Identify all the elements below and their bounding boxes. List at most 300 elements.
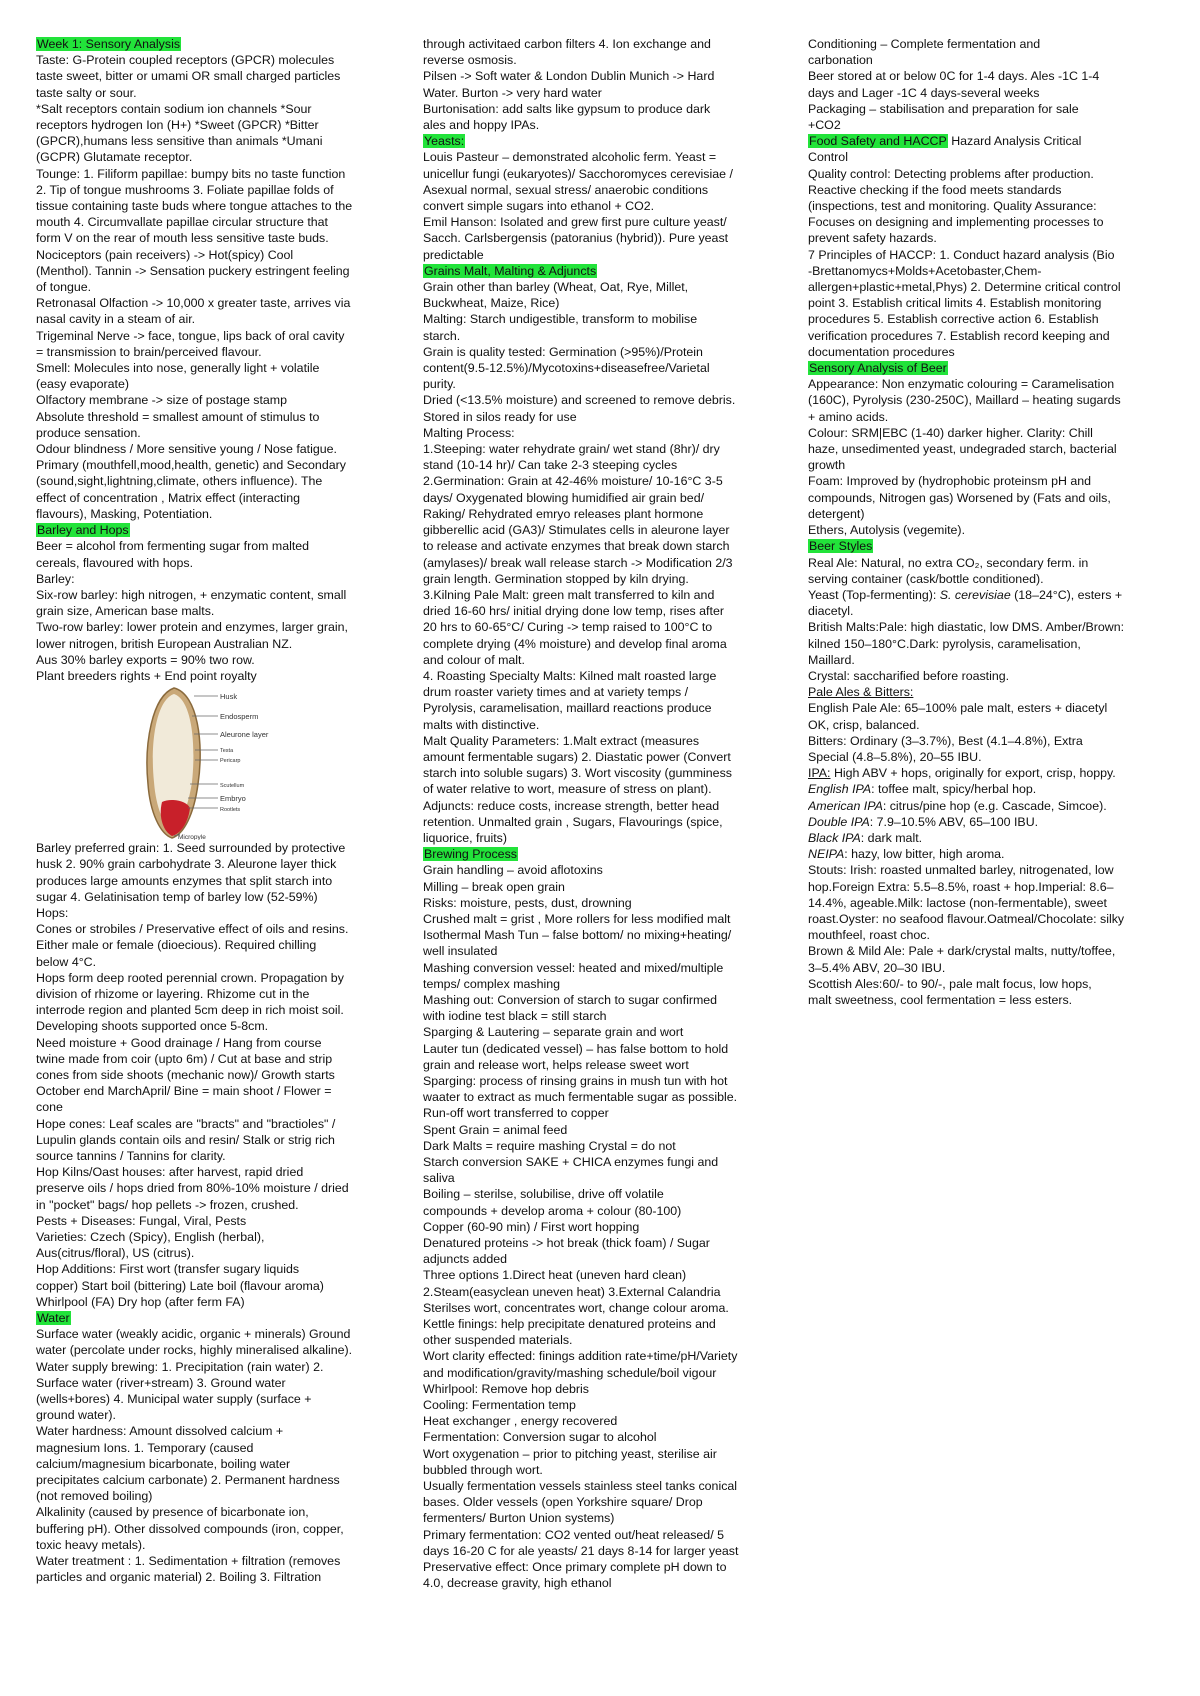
text-span: dried 16-60 hrs/ initial drying done low temp, rises after <box>423 604 724 619</box>
text-span: Primary (mouthfell,mood,health, genetic) and Secondary <box>36 458 346 473</box>
text-span: English Pale Ale: 65–100% pale malt, esters + diacetyl <box>808 701 1108 716</box>
text-span: (sound,sight,lightning,climate, others influence). The <box>36 474 323 489</box>
text-line <box>36 311 394 327</box>
text-line <box>808 992 1173 1008</box>
text-span: Buckwheat, Maize, Rice) <box>423 296 560 311</box>
text-line <box>36 889 394 905</box>
text-line <box>423 1300 785 1316</box>
text-line <box>808 149 1173 165</box>
text-span: : 7.9–10.5% ABV, 65–100 IBU. <box>869 814 1039 829</box>
text-span: (Menthol). Tannin -> Sensation puckery estringent feeling <box>36 263 350 278</box>
text-line <box>36 1342 394 1358</box>
text-span: Whirlpool (FA) Dry hop (after ferm FA) <box>36 1294 245 1309</box>
text-span: documentation procedures <box>808 344 955 359</box>
text-line <box>423 473 785 489</box>
text-span: Absolute threshold = smallest amount of stimulus to <box>36 409 320 424</box>
text-line <box>808 684 1173 700</box>
text-line <box>423 895 785 911</box>
text-line <box>808 506 1173 522</box>
section-heading: Brewing Process <box>424 847 517 862</box>
text-span: detergent) <box>808 506 865 521</box>
text-span: Control <box>808 150 848 165</box>
text-span: Water supply brewing: 1. Precipitation (rain water) 2. <box>36 1359 324 1374</box>
text-span: Burtonisation: add salts like gypsum to produce dark <box>423 101 711 116</box>
text-line <box>36 490 394 506</box>
text-line <box>423 765 785 781</box>
section-heading: Water <box>37 1311 70 1326</box>
text-line <box>36 668 394 684</box>
text-span: in "pocket" bags/ hop pellets -> frozen, crushed. <box>36 1197 299 1212</box>
text-span: (GPCR),humans less sensitive than animals *Umani <box>36 134 323 149</box>
figure-label-rootlets: Rootlets <box>220 807 241 814</box>
text-span: Water. Burton -> very hard water <box>423 85 602 100</box>
text-line <box>808 943 1173 959</box>
text-span: kilned 150–180°C.Dark: pyrolysis, caramelisation, <box>808 636 1081 651</box>
text-span: Pyrolysis, caramelisation, maillard reactions produce <box>423 701 712 716</box>
text-line <box>423 798 785 814</box>
text-line <box>423 101 785 117</box>
text-line <box>36 603 394 619</box>
text-span: Olfactory membrane -> size of postage stamp <box>36 393 288 408</box>
text-line <box>808 830 1173 846</box>
text-span: Nociceptors (pain receivers) -> Hot(spicy) Cool <box>36 247 294 262</box>
text-span: starch. <box>423 328 461 343</box>
section-heading: Barley and Hops <box>37 523 129 538</box>
column-2 <box>423 36 785 1592</box>
section-heading: Beer Styles <box>809 539 873 554</box>
text-line <box>423 1559 785 1575</box>
text-span: Aus 30% barley exports = 90% two row. <box>36 652 255 667</box>
text-span: Sparging & Lautering – separate grain and wort <box>423 1025 684 1040</box>
text-span: copper) Start boil (bittering) Late boil (flavour aroma) <box>36 1278 324 1293</box>
text-span: Hops: <box>36 905 69 920</box>
text-line <box>423 263 785 279</box>
text-span: Quality control: Detecting problems after production. <box>808 166 1094 181</box>
text-span: effect of concentration , Matrix effect (interacting <box>36 490 301 505</box>
text-span: Denatured proteins -> hot break (thick foam) / Sugar <box>423 1236 710 1251</box>
text-span: to release and activate enzymes that break down starch <box>423 539 730 554</box>
text-span: Yeast (Top-fermenting): <box>808 587 940 602</box>
text-line <box>423 425 785 441</box>
text-span: (not removed boiling) <box>36 1489 153 1504</box>
text-span: through activitaed carbon filters 4. Ion exchange and <box>423 37 711 51</box>
text-line <box>423 1575 785 1591</box>
text-line <box>36 538 394 554</box>
text-span: haze, unsedimented yeast, undegraded starch, bacterial <box>808 442 1117 457</box>
text-line <box>423 1348 785 1364</box>
text-span: Three options 1.Direct heat (uneven hard clean) <box>423 1268 687 1283</box>
text-span: British Malts:Pale: high diastatic, low DMS. Amber/Brown: <box>808 620 1125 635</box>
text-line <box>808 846 1173 862</box>
text-span: division of rhizome or layering. Rhizome cut in the <box>36 986 310 1001</box>
text-span: preserve oils / hops dried from 80%-10% moisture / dried <box>36 1181 349 1196</box>
text-span: retention. Unmalted grain , Sugars, Flavourings (spice, <box>423 814 723 829</box>
text-line <box>36 856 394 872</box>
text-line <box>808 927 1173 943</box>
text-line <box>36 1116 394 1132</box>
text-span: Alkalinity (caused by presence of bicarbonate ion, <box>36 1505 309 1520</box>
text-line <box>36 636 394 652</box>
text-span: Hope cones: Leaf scales are "bracts" and "bractioles" / <box>36 1116 336 1131</box>
text-line <box>808 862 1173 878</box>
text-span: compounds + develop aroma + colour (80-100) <box>423 1203 682 1218</box>
text-line <box>36 905 394 921</box>
text-line <box>423 1429 785 1445</box>
text-span: Barley preferred grain: 1. Seed surrounded by protective <box>36 841 346 856</box>
text-span: Developing shoots supported once 5-8cm. <box>36 1019 269 1034</box>
text-span: sugar 4. Gelatinisation temp of barley low (52-59%) <box>36 889 318 904</box>
text-line <box>36 68 394 84</box>
text-span: Usually fermentation vessels stainless steel tanks conical <box>423 1479 738 1494</box>
italic-term: English IPA <box>808 782 872 797</box>
text-span: Primary fermentation: CO2 vented out/heat released/ 5 <box>423 1527 724 1542</box>
text-line <box>36 619 394 635</box>
text-line <box>423 1365 785 1381</box>
text-line <box>36 1067 394 1083</box>
text-span: grain length. Germination stopped by kiln drying. <box>423 571 689 586</box>
text-line <box>423 247 785 263</box>
text-span: : hazy, low bitter, high aroma. <box>844 847 1005 862</box>
text-line <box>36 263 394 279</box>
text-line <box>423 976 785 992</box>
text-span: Copper (60-90 min) / First wort hopping <box>423 1219 640 1234</box>
text-line <box>36 587 394 603</box>
text-line <box>423 506 785 522</box>
text-line <box>808 571 1173 587</box>
text-line <box>808 473 1173 489</box>
text-line <box>36 1278 394 1294</box>
text-span: Special (4.8–5.8%), 20–55 IBU. <box>808 749 982 764</box>
text-line <box>36 571 394 587</box>
text-span: with iodine test black = still starch <box>423 1009 607 1024</box>
text-span: twine made from coir (upto 6m) / Cut at base and strip <box>36 1051 333 1066</box>
text-span: Malt Quality Parameters: 1.Malt extract (measures <box>423 733 700 748</box>
text-line <box>36 182 394 198</box>
text-span: precipitates calcium carbonate) 2. Permanent hardness <box>36 1473 340 1488</box>
text-line <box>808 344 1173 360</box>
text-span: Sparging: process of rinsing grains in mush tun with hot <box>423 1074 728 1088</box>
text-span: 20 hrs to 60-65°C/ Curing -> temp raised to 100°C to <box>423 620 713 635</box>
text-line <box>808 668 1173 684</box>
text-span: receptors hydrogen Ion (H+) *Sweet (GPCR) *Bitter <box>36 118 319 133</box>
text-line <box>36 247 394 263</box>
text-line <box>36 328 394 344</box>
text-span: Starch conversion SAKE + CHICA enzymes fungi and <box>423 1155 719 1170</box>
text-span: 4. Roasting Specialty Malts: Kilned malt roasted large <box>423 668 717 683</box>
text-line <box>808 960 1173 976</box>
text-span: Six-row barley: high nitrogen, + enzymatic content, small <box>36 587 347 602</box>
italic-term: Double IPA <box>808 814 870 829</box>
text-line <box>36 441 394 457</box>
text-span: Kettle finings: help precipitate denatured proteins and <box>423 1317 716 1332</box>
text-line <box>808 733 1173 749</box>
text-span: Stored in silos ready for use <box>423 409 577 424</box>
text-line <box>808 619 1173 635</box>
text-line <box>808 700 1173 716</box>
text-line <box>423 652 785 668</box>
text-line <box>36 1472 394 1488</box>
text-span: convert simple sugars into ethanol + CO2. <box>423 199 655 214</box>
text-line <box>36 85 394 101</box>
text-span: Malting Process: <box>423 425 515 440</box>
text-span: below 4°C. <box>36 954 97 969</box>
text-span: well insulated <box>423 944 498 959</box>
text-line <box>808 798 1173 814</box>
text-span: and modification/gravity/mashing schedule/boil vigour <box>423 1365 717 1380</box>
text-line <box>36 1229 394 1245</box>
text-span: Surface water (river+stream) 3. Ground water <box>36 1375 286 1390</box>
text-span: growth <box>808 458 846 473</box>
text-span: Whirlpool: Remove hop debris <box>423 1381 589 1396</box>
text-line <box>423 490 785 506</box>
text-line <box>423 311 785 327</box>
text-line <box>36 166 394 182</box>
text-line <box>808 247 1173 263</box>
figure-label-aleurone: Aleurone layer <box>220 730 269 740</box>
text-span: Mashing conversion vessel: heated and mixed/multiple <box>423 960 724 975</box>
text-line <box>423 1203 785 1219</box>
text-span: source tannins / Tannins for clarity. <box>36 1148 226 1163</box>
text-span: produce sensation. <box>36 425 141 440</box>
text-line <box>423 36 785 52</box>
text-line <box>36 295 394 311</box>
text-line <box>808 538 1173 554</box>
text-line <box>36 392 394 408</box>
text-span: cone <box>36 1100 63 1115</box>
text-span: mouthfeel, roast choc. <box>808 928 930 943</box>
text-span: Ethers, Autolysis (vegemite). <box>808 523 966 538</box>
text-span: Wort clarity effected: finings addition rate+time/pH/Variety <box>423 1349 738 1364</box>
text-line <box>36 149 394 165</box>
text-span: (easy evaporate) <box>36 377 129 392</box>
text-span: procedures 5. Establish corrective action 6. Establish <box>808 312 1099 327</box>
text-line <box>423 457 785 473</box>
text-span: Surface water (weakly acidic, organic + minerals) Ground <box>36 1327 351 1342</box>
text-span: days and Lager -1C 4 days-several weeks <box>808 85 1040 100</box>
text-span: taste salty or sour. <box>36 85 137 100</box>
text-span: predictable <box>423 247 484 262</box>
text-span: ales and hoppy IPAs. <box>423 118 540 133</box>
text-line <box>36 473 394 489</box>
text-line <box>423 830 785 846</box>
text-span: malts with distinctive. <box>423 717 540 732</box>
figure-label-pericarp: Pericarp <box>220 758 241 765</box>
text-span: Asexual normal, sexual stress/ anaerobic conditions <box>423 182 709 197</box>
text-line <box>808 68 1173 84</box>
text-span: + amino acids. <box>808 409 889 424</box>
text-line <box>423 1073 785 1089</box>
text-line <box>423 1494 785 1510</box>
text-span: (160C), Pyrolysis (230-250C), Maillard – heating sugards <box>808 393 1121 408</box>
text-line <box>808 587 1173 603</box>
section-heading: Week 1: Sensory Analysis <box>37 37 181 51</box>
text-span: : dark malt. <box>860 830 923 845</box>
text-span: of tongue. <box>36 280 92 295</box>
text-span: Odour blindness / More sensitive young / Nose fatigue. <box>36 442 337 457</box>
text-line <box>423 1381 785 1397</box>
text-span: Scottish Ales:60/- to 90/-, pale malt focus, low hops, <box>808 976 1092 991</box>
text-line <box>808 425 1173 441</box>
text-line <box>808 636 1173 652</box>
text-span: Fermentation: Conversion sugar to alcohol <box>423 1430 657 1445</box>
text-line <box>423 636 785 652</box>
text-line <box>423 1186 785 1202</box>
figure-label-endosperm: Endosperm <box>220 712 259 722</box>
text-line <box>423 1446 785 1462</box>
text-line <box>36 954 394 970</box>
text-span: Crushed malt = grist , More rollers for less modified malt <box>423 911 731 926</box>
text-span: liquorice, fruits) <box>423 830 508 845</box>
text-span: Maillard. <box>808 652 855 667</box>
text-line <box>808 603 1173 619</box>
text-span: cereals, flavoured with hops. <box>36 555 194 570</box>
text-line <box>36 1018 394 1034</box>
text-line <box>36 921 394 937</box>
text-line <box>423 911 785 927</box>
text-line <box>423 1543 785 1559</box>
text-line <box>423 117 785 133</box>
text-span: Tounge: 1. Filiform papillae: bumpy bits no taste function <box>36 166 346 181</box>
text-line <box>423 684 785 700</box>
text-line <box>423 85 785 101</box>
text-span: Hop Kilns/Oast houses: after harvest, rapid dried <box>36 1165 304 1180</box>
underlined-subheading: IPA: <box>808 766 831 781</box>
text-line <box>36 344 394 360</box>
text-span: bases. Older vessels (open Yorkshire square/ Drop <box>423 1495 703 1510</box>
text-span: waater to extract as much fermentable sugar as possible. <box>423 1090 738 1105</box>
text-line <box>423 814 785 830</box>
text-span: interrode region and planted 5cm deep in rich moist soil. <box>36 1003 344 1018</box>
text-span: particles and organic material) 2. Boiling 3. Filtration <box>36 1570 322 1585</box>
text-line <box>36 230 394 246</box>
section-heading: Grains Malt, Malting & Adjuncts <box>424 263 597 278</box>
text-line <box>36 1294 394 1310</box>
text-line <box>423 717 785 733</box>
text-span: Wort oxygenation – prior to pitching yeast, sterilise air <box>423 1446 717 1461</box>
text-line <box>36 360 394 376</box>
text-line <box>36 522 394 538</box>
text-line <box>808 230 1173 246</box>
text-span: Trigeminal Nerve -> face, tongue, lips back of oral cavity <box>36 328 345 343</box>
section-heading: Yeasts: <box>424 134 465 149</box>
text-span: nasal cavity in a steam of air. <box>36 312 196 327</box>
text-line <box>36 133 394 149</box>
text-line <box>423 1170 785 1186</box>
text-span: husk 2. 90% grain carbohydrate 3. Aleurone layer thick <box>36 857 337 872</box>
text-span: days/ Oxygenated blowing humidified air grain bed/ <box>423 490 705 505</box>
text-span: Either male or female (dioecious). Required chilling <box>36 938 317 953</box>
text-line <box>36 1504 394 1520</box>
text-span: 3–5.4% ABV, 20–30 IBU. <box>808 960 946 975</box>
text-line <box>423 1510 785 1526</box>
text-line <box>808 133 1173 149</box>
text-line <box>423 1154 785 1170</box>
text-line <box>36 198 394 214</box>
italic-term: Black IPA <box>808 830 861 845</box>
text-line <box>808 911 1173 927</box>
text-line <box>36 1326 394 1342</box>
text-span: Real Ale: Natural, no extra CO₂, secondary ferm. in <box>808 555 1089 570</box>
text-line <box>36 1375 394 1391</box>
text-span: Preservative effect: Once primary complete pH down to <box>423 1560 727 1575</box>
text-line <box>36 1456 394 1472</box>
text-line <box>36 840 394 856</box>
text-span: roast.Oyster: no seafood flavour.Oatmeal/Chocolate: silky <box>808 911 1125 926</box>
text-span: flavours), Masking, Potentiation. <box>36 506 213 521</box>
text-span: Barley: <box>36 571 75 586</box>
text-span: = transmission to brain/perceived flavour. <box>36 344 262 359</box>
text-line <box>423 68 785 84</box>
text-span: Sacch. Carlsbergensis (patoranius (hybrid)). Pure yeast <box>423 231 729 246</box>
text-line <box>423 376 785 392</box>
text-line <box>423 1008 785 1024</box>
text-span: Varieties: Czech (Spicy), English (herbal), <box>36 1230 265 1244</box>
text-line <box>423 1041 785 1057</box>
text-line <box>423 992 785 1008</box>
text-line <box>423 1235 785 1251</box>
text-line <box>36 214 394 230</box>
text-span: Dried (<13.5% moisture) and screened to remove debris. <box>423 393 736 408</box>
text-span: magnesium Ions. 1. Temporary (caused <box>36 1440 254 1455</box>
text-line <box>423 344 785 360</box>
text-line <box>36 1359 394 1375</box>
text-span: Focuses on designing and implementing processes to <box>808 215 1104 230</box>
text-span: Cooling: Fermentation temp <box>423 1398 576 1413</box>
text-line <box>423 198 785 214</box>
text-span: Need moisture + Good drainage / Hang from course <box>36 1035 322 1050</box>
text-span: Smell: Molecules into nose, generally light + volatile <box>36 361 320 376</box>
text-line <box>36 1407 394 1423</box>
text-span: lower nitrogen, british European Australian NZ. <box>36 636 293 651</box>
text-line <box>423 733 785 749</box>
text-line <box>808 781 1173 797</box>
text-span: 2.Steam(easyclean uneven heat) 3.External Calandria <box>423 1284 721 1299</box>
text-span: Colour: SRM|EBC (1-40) darker higher. Clarity: Chill <box>808 425 1093 440</box>
text-span: 14.4%, ageable.Milk: lactose (non-fermentable), sweet <box>808 895 1107 910</box>
text-span: Grain other than barley (Wheat, Oat, Rye, Millet, <box>423 280 689 295</box>
text-span: Emil Hanson: Isolated and grew first pure culture yeast/ <box>423 215 727 230</box>
text-line <box>36 986 394 1002</box>
text-line <box>423 214 785 230</box>
text-span: Isothermal Mash Tun – false bottom/ no mixing+heating/ <box>423 928 732 943</box>
text-span: mouth 4. Circumvallate papillae circular structure that <box>36 215 328 230</box>
text-line <box>36 1537 394 1553</box>
text-span: 4.0, decrease gravity, high ethanol <box>423 1576 612 1591</box>
text-line <box>36 1213 394 1229</box>
text-line <box>808 328 1173 344</box>
text-span: +CO2 <box>808 118 841 133</box>
text-span: 7 Principles of HACCP: 1. Conduct hazard analysis (Bio <box>808 247 1115 262</box>
text-line <box>423 1138 785 1154</box>
text-line <box>423 133 785 149</box>
text-span: October end MarchApril/ Bine = main shoot / Flower = <box>36 1084 332 1099</box>
text-span: Dark Malts = require mashing Crystal = do not <box>423 1138 676 1153</box>
text-line <box>36 1521 394 1537</box>
text-line <box>36 873 394 889</box>
text-span: 3.Kilning Pale Malt: green malt transferred to kiln and <box>423 587 715 602</box>
text-span: : toffee malt, spicy/herbal hop. <box>871 782 1037 797</box>
text-line <box>808 360 1173 376</box>
text-line <box>423 409 785 425</box>
text-span: Grain is quality tested: Germination (>95%)/Protein <box>423 344 703 359</box>
figure-label-testa: Testa <box>220 748 234 755</box>
text-line <box>36 506 394 522</box>
text-line <box>36 1197 394 1213</box>
text-line <box>423 846 785 862</box>
text-span: : citrus/pine hop (e.g. Cascade, Simcoe). <box>882 798 1107 813</box>
text-span: bubbled through wort. <box>423 1462 543 1477</box>
text-span: Hazard Analysis Critical <box>947 134 1082 149</box>
